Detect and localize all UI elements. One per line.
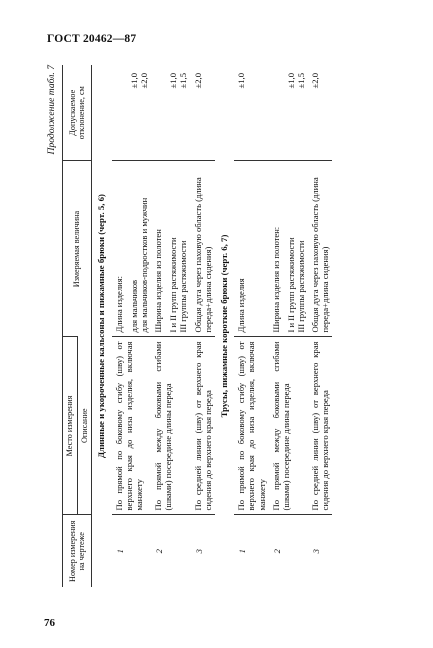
document-number: ГОСТ 20462—87 xyxy=(47,33,137,45)
measured-quantity: Общая дуга через паховую область (длина переда+длина сидения) xyxy=(308,161,332,337)
header-place: Место измерения xyxy=(63,337,78,515)
measurement-number: 3 xyxy=(191,515,215,587)
header-tolerance: Допускаемое отклонение, см xyxy=(63,65,92,161)
section-heading-row xyxy=(92,65,112,587)
measurement-description: По прямой между боковыми сгибами (швами) посередине длины переда xyxy=(151,337,190,515)
measurement-description: По средней линии (шву) от верхнего края сидения до верхнего края переда xyxy=(308,337,332,515)
table-row xyxy=(234,65,268,587)
measurement-description: По прямой по боковому сгибу (шву) от верхнего края до низа изделия, включая манжету xyxy=(234,337,268,515)
measurement-description: По прямой между боковыми сгибами (швами) посередине длины переда xyxy=(269,337,308,515)
measurement-description: По прямой по боковому сгибу (шву) от верхнего края до низа изделия, включая манжету xyxy=(112,337,151,515)
tolerance-value: ±1,5 xyxy=(295,73,306,89)
table-row xyxy=(191,65,215,587)
sub-quantity: III группы растяжимости xyxy=(178,240,189,333)
table-header-row-1 xyxy=(63,65,78,587)
tolerance-value: ±2,0 xyxy=(139,73,149,89)
measured-quantity xyxy=(112,161,151,337)
tolerance-cell xyxy=(269,65,308,161)
sub-quantity: для мальчиков xyxy=(128,279,139,333)
tolerance-value: ±1,0 xyxy=(128,73,139,89)
quantity-label: Ширина изделия из полотен: xyxy=(270,226,281,333)
tolerance-cell xyxy=(112,65,151,161)
table-caption: Продолжение табл. 7 xyxy=(46,65,57,155)
table-row xyxy=(112,65,151,587)
section-title: Трусы, пижамные короткие брюки (черт. 6, 7) xyxy=(218,234,229,418)
tolerance-cell xyxy=(151,65,190,161)
table-row xyxy=(151,65,190,587)
sub-quantity: I и II групп растяжимости xyxy=(285,237,296,333)
header-number: Номер измерения на чертеже xyxy=(63,515,92,587)
tolerance-value: ±1,0 xyxy=(168,73,179,89)
tolerance-value: ±1,5 xyxy=(178,73,189,89)
tolerance-value: ±1,0 xyxy=(285,73,296,89)
sub-quantity: III группы растяжимости xyxy=(295,240,306,333)
measurement-number: 2 xyxy=(151,515,190,587)
section-heading-row xyxy=(215,65,234,587)
sub-quantity: I и II групп растяжимости xyxy=(168,237,179,333)
measurement-number: 1 xyxy=(112,515,151,587)
measured-quantity: Длина изделия xyxy=(234,161,268,337)
rotated-table-sheet xyxy=(46,65,380,587)
tolerance-value: ±2,0 xyxy=(192,73,203,89)
header-description: Описание xyxy=(77,337,92,515)
measurement-description: По средней линии (шву) от верхнего края сидения до верхнего края переда xyxy=(191,337,215,515)
measurement-number: 3 xyxy=(308,515,332,587)
measured-quantity xyxy=(151,161,190,337)
table-row xyxy=(308,65,332,587)
table-row xyxy=(269,65,308,587)
measured-quantity: Общая дуга через паховую область (длина переда+длина сидения) xyxy=(191,161,215,337)
sub-quantity: для мальчиков-подростков и мужчин xyxy=(139,197,149,333)
measured-quantity xyxy=(269,161,308,337)
tolerance-value: ±1,0 xyxy=(236,73,247,89)
measurement-number: 1 xyxy=(234,515,268,587)
page-number: 76 xyxy=(44,617,55,629)
measurement-table xyxy=(62,65,332,587)
quantity-label: Ширина изделия из полотен xyxy=(153,229,164,333)
section-title: Длинные и укороченные кальсоны и пижамные брюки (черт. 5, 6) xyxy=(96,194,107,458)
quantity-label: Длина изделия: xyxy=(113,275,124,333)
measurement-number: 2 xyxy=(269,515,308,587)
tolerance-value: ±2,0 xyxy=(310,73,321,89)
header-quantity: Измеряемая величина xyxy=(63,161,92,337)
